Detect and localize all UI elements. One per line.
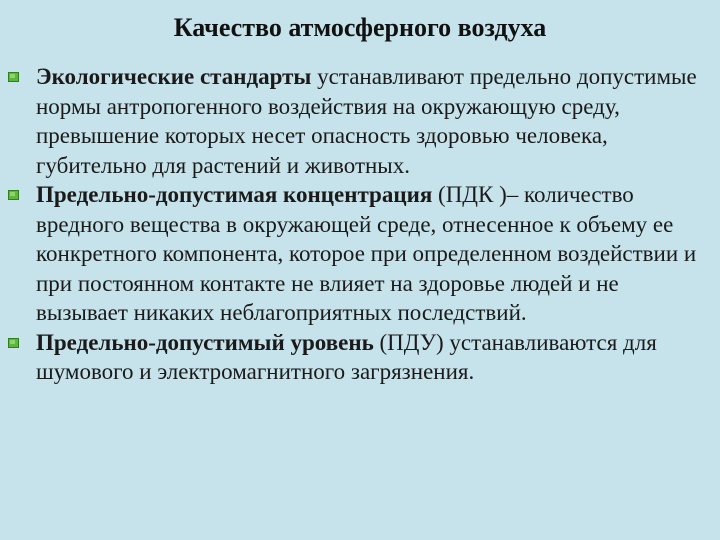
bullet-text: устанавливают предельно допустимые нормы антропогенного воздействия на окружающую среду, превышение которых несет опасность здоровью человека, губительно для растений и животных. — [36, 64, 697, 178]
bullet-text: (ПДУ) устанавливаются для шумового и электромагнитного загрязнения. — [36, 329, 657, 384]
bullet-text: (ПДК )– количество вредного вещества в окружающей среде, отнесенное к объему ее конкретного компонента, которое при определенном воздействии и при постоянном контакте не влияет на здоровье людей и не вызывает никаких неблагоприятных последствий. — [36, 182, 697, 325]
bullet-item — [8, 62, 708, 180]
bullet-term: Предельно-допустимая концентрация — [36, 182, 433, 207]
bullet-list — [8, 62, 708, 387]
bullet-term: Предельно-допустимый уровень — [36, 329, 374, 355]
bullet-item — [8, 328, 708, 387]
square-bullet-icon — [8, 190, 20, 201]
bullet-term: Экологические стандарты — [36, 64, 312, 89]
slide-title: Качество атмосферного воздуха — [173, 13, 547, 42]
square-bullet-icon — [8, 72, 20, 83]
bullet-item — [8, 180, 708, 328]
square-bullet-icon — [8, 338, 20, 349]
